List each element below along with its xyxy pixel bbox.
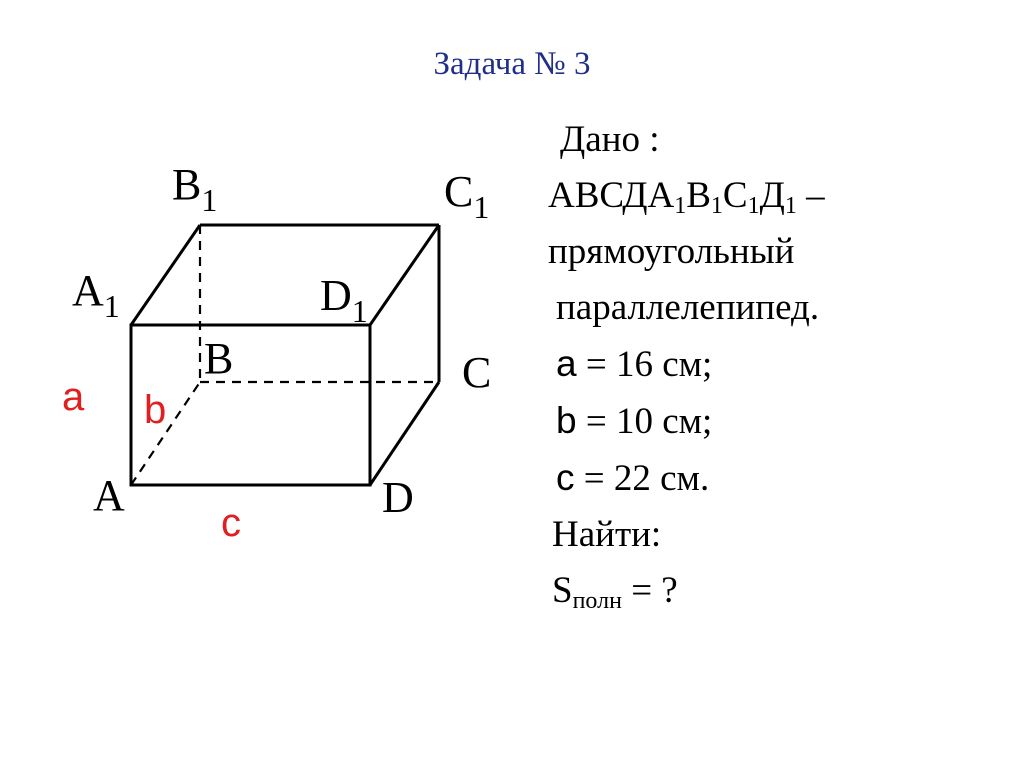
vertex-label-c: C [462,348,492,397]
given-heading: Дано : [560,119,660,160]
edge-a1-b1 [131,225,200,325]
body-type-line-1: прямоугольный [548,231,795,272]
vertex-label-d: D [382,473,414,522]
condition-a: a = 16 см; [556,343,713,385]
body-type-line-2: параллелепипед. [556,287,820,328]
parallelepiped-diagram [0,0,540,600]
vertex-label-c1: $C_1$ [444,167,490,225]
dimension-label-a: a [62,375,85,419]
find-heading: Найти: [552,514,662,555]
visible-edges [131,225,439,485]
vertex-label-a1: $A_1$ [72,266,120,324]
dimension-label-c: c [221,501,241,545]
body-name: $АВСДА_1В_1С_1Д_1$ – [548,175,825,219]
condition-c: c = 22 см. [556,457,710,499]
vertex-label-a: A [93,471,125,520]
dimension-label-b: b [144,388,167,432]
front-face [131,325,370,485]
vertex-label-b: B [204,334,234,383]
vertex-label-d1: $D_1$ [320,271,368,329]
page-title: Задача № 3 [433,46,591,82]
find-expression: $S_{полн}$ = ? [552,570,678,614]
edge-d1-c1 [370,225,439,325]
hidden-edges [131,225,439,485]
edge-d-c [370,382,439,485]
vertex-label-b1: $B_1$ [172,160,218,218]
problem-statement [548,112,1018,619]
condition-b: b = 10 см; [556,400,713,442]
